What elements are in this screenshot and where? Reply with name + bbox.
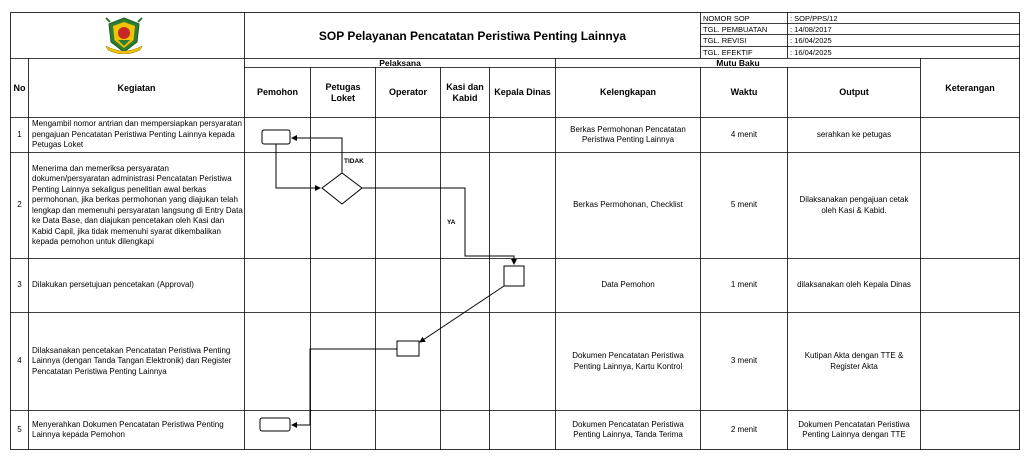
- meta-label-revisi: TGL. REVISI: [703, 36, 747, 45]
- row-4-kegiatan: Dilaksanakan pencetakan Pencatatan Peristiwa Penting Lainnya (dengan Tanda Tangan Elektronik) dan Register Pencatatan Peristiwa Penting Lainnya: [32, 345, 232, 376]
- col-header-no: No: [13, 82, 26, 93]
- row-4-output: Kutipan Akta dengan TTE & Register Akta: [804, 351, 904, 371]
- row-2-waktu: 5 menit: [730, 200, 758, 210]
- flow-process-operator: [397, 341, 419, 356]
- meta-value-nomor: : SOP/PPS/12: [790, 14, 838, 23]
- row-1-output: serahkan ke petugas: [816, 129, 892, 139]
- meta-value-efektif: : 16/04/2025: [790, 47, 832, 57]
- row-5-kelengkapan: Dokumen Pencatatan Peristiwa Penting Lainnya, Tanda Terima: [572, 419, 684, 439]
- col-header-output: Output: [839, 87, 869, 97]
- col-header-operator: Operator: [388, 87, 427, 97]
- meta-value-pembuatan: : 14/08/2017: [790, 25, 832, 34]
- meta-label-efektif: TGL. EFEKTIF: [703, 47, 753, 57]
- col-header-kelengkapan: Kelengkapan: [599, 87, 657, 97]
- col-header-keterangan: Keterangan: [945, 82, 995, 93]
- row-3-kegiatan: Dilakukan persetujuan pencetakan (Approval): [32, 280, 194, 290]
- row-5-kegiatan: Menyerahkan Dokumen Pencatatan Peristiwa Penting Lainnya kepada Pemohon: [32, 419, 224, 439]
- row-4-waktu: 3 menit: [730, 356, 758, 366]
- row-5-no: 5: [17, 424, 22, 434]
- row-1-kelengkapan: Berkas Permohonan Pencatatan Peristiwa Penting Lainnya: [570, 124, 686, 144]
- row-3-output: dilaksanakan oleh Kepala Dinas: [797, 280, 911, 290]
- row-4-no: 4: [17, 356, 22, 366]
- flow-label-ya: YA: [447, 219, 456, 226]
- flow-connector-ya: [362, 188, 514, 264]
- row-3-kelengkapan: Data Pemohon: [601, 280, 655, 290]
- row-1-waktu: 4 menit: [730, 129, 758, 139]
- flow-connector-tidak: [292, 138, 342, 173]
- flow-process-kepala-dinas: [504, 266, 524, 286]
- col-header-kepala-dinas: Kepala Dinas: [494, 87, 551, 97]
- col-header-kegiatan: Kegiatan: [117, 82, 156, 93]
- row-1-kegiatan: Mengambil nomor antrian dan mempersiapkan persyaratan pengajuan Pencatatan Peristiwa Penting Lainnya kepada Petugas Loket: [32, 119, 242, 150]
- meta-label-nomor: NOMOR SOP: [703, 14, 750, 23]
- flow-label-tidak: TIDAK: [344, 158, 364, 165]
- flow-connector-4-5: [292, 349, 397, 425]
- col-header-kasi-kabid: Kasi dan Kabid: [446, 81, 484, 103]
- meta-label-pembuatan: TGL. PEMBUATAN: [703, 25, 768, 34]
- row-3-no: 3: [17, 280, 22, 290]
- flow-connector-3-4: [420, 286, 504, 342]
- meta-value-revisi: : 16/04/2025: [790, 36, 832, 45]
- col-header-pemohon: Pemohon: [256, 87, 298, 97]
- row-2-output: Dilaksanakan pengajuan cetak oleh Kasi & Kabid.: [799, 195, 909, 215]
- page-title: SOP Pelayanan Pencatatan Peristiwa Penting Lainnya: [318, 28, 627, 43]
- col-group-pelaksana: Pelaksana: [379, 57, 421, 68]
- row-1-no: 1: [17, 129, 22, 139]
- col-header-waktu: Waktu: [730, 87, 758, 97]
- row-4-kelengkapan: Dokumen Pencatatan Peristiwa Penting Lainnya, Kartu Kontrol: [572, 351, 684, 371]
- flow-terminator-pemohon-end: [260, 418, 290, 431]
- row-2-kegiatan: Menerima dan memeriksa persyaratan dokumen/persyaratan administrasi Pencatatan Peristiwa Penting Lainnya sekaligus penelitian awal berkas permohonan, jika berkas permohonan yang diajukan telah lengkap dan memenuhi persyaratan langsung di Entry Data ke Data Base, dan diajukan pencetakan oleh Kasi dan Kabid Capil, jika tidak memenuhi syarat dikembalikan kepada pemohon untuk dilengkapi: [32, 163, 243, 246]
- col-header-petugas-loket: Petugas Loket: [325, 81, 361, 103]
- row-5-waktu: 2 menit: [730, 424, 758, 434]
- row-2-no: 2: [17, 200, 22, 210]
- flow-decision-petugas: [322, 173, 362, 204]
- row-3-waktu: 1 menit: [730, 280, 758, 290]
- row-5-output: Dokumen Pencatatan Peristiwa Penting Lainnya dengan TTE: [798, 419, 910, 439]
- flow-terminator-pemohon-start: [262, 130, 290, 144]
- row-2-kelengkapan: Berkas Permohonan, Checklist: [573, 200, 683, 210]
- flow-connector-1-2: [276, 144, 320, 188]
- col-group-mutu-baku: Mutu Baku: [716, 57, 760, 68]
